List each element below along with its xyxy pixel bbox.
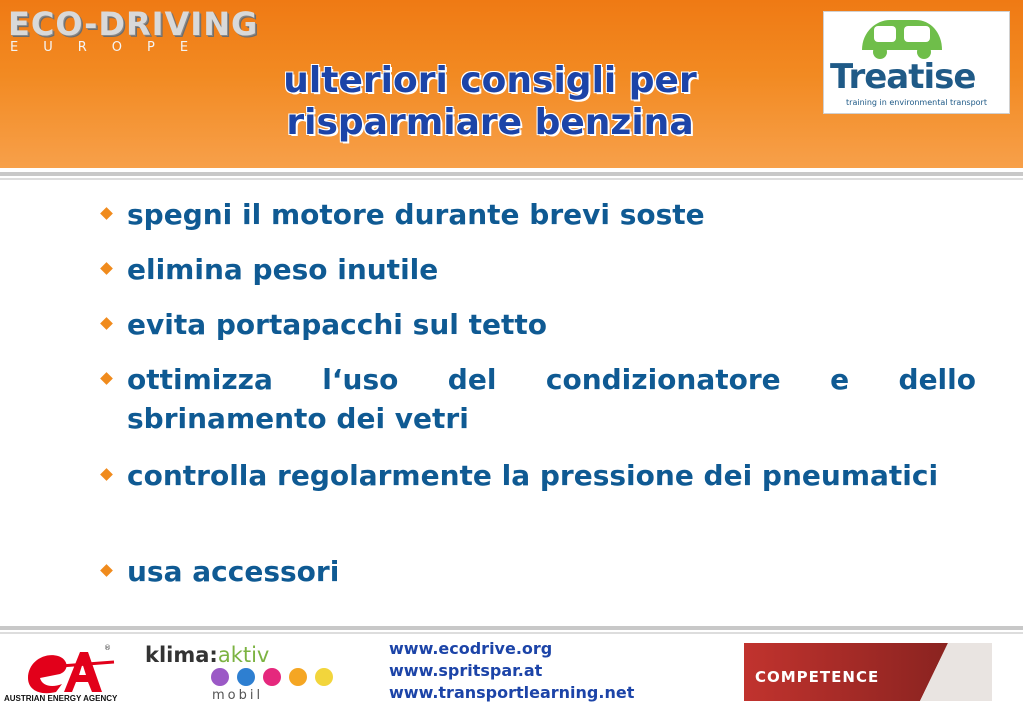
competence-logo-label: COMPETENCE — [755, 668, 880, 686]
slide-title — [170, 60, 810, 144]
austrian-energy-agency-label: AUSTRIAN ENERGY AGENCY — [4, 694, 118, 703]
diamond-bullet-icon — [100, 372, 113, 385]
footer-divider — [0, 626, 1023, 630]
slide-header — [0, 0, 1023, 168]
footer-divider-thin — [0, 632, 1023, 634]
klima-aktiv-logo — [145, 643, 269, 667]
eco-driving-logo — [8, 6, 258, 56]
bullet-text: ottimizza l‘uso del condizionatore e dello sbrinamento dei vetri — [127, 363, 976, 435]
footer-links — [389, 638, 634, 704]
klima-aktiv-logo-light: aktiv — [217, 643, 270, 667]
treatise-logo — [823, 11, 1010, 114]
transportlearning-link[interactable]: www.transportlearning.net — [389, 683, 635, 702]
diamond-bullet-icon — [100, 564, 113, 577]
bullet-text: usa accessori — [127, 555, 340, 588]
diamond-bullet-icon — [100, 468, 113, 481]
magenta-dot-icon — [263, 668, 281, 686]
ecodrive-link[interactable]: www.ecodrive.org — [389, 639, 553, 658]
eco-driving-logo-title: ECO-DRIVING — [8, 5, 259, 43]
blue-dot-icon — [237, 668, 255, 686]
slide-title-line-2: risparmiare benzina — [286, 102, 694, 143]
header-divider-thin — [0, 178, 1023, 180]
bullet-text: evita portapacchi sul tetto — [127, 308, 547, 341]
svg-text:®: ® — [104, 644, 111, 652]
diamond-bullet-icon — [100, 317, 113, 330]
bullet-text: controlla regolarmente la pressione dei pneumatici — [127, 459, 939, 492]
yellow-dot-icon — [315, 668, 333, 686]
treatise-logo-tagline: training in environmental transport — [846, 98, 987, 107]
treatise-logo-word: Treatise — [830, 57, 976, 97]
spritspar-link[interactable]: www.spritspar.at — [389, 661, 543, 680]
diamond-bullet-icon — [100, 207, 113, 220]
klima-aktiv-logo-bold: klima: — [145, 643, 218, 667]
slide-title-line-1: ulteriori consigli per — [283, 60, 697, 101]
orange-dot-icon — [289, 668, 307, 686]
bullet-text: spegni il motore durante brevi soste — [127, 198, 705, 231]
bullet-text: elimina peso inutile — [127, 253, 439, 286]
header-divider — [0, 172, 1023, 176]
purple-dot-icon — [211, 668, 229, 686]
diamond-bullet-icon — [100, 262, 113, 275]
klima-aktiv-mobil-label: mobil — [212, 688, 264, 703]
eco-driving-logo-subtitle: EUROPE — [10, 40, 214, 55]
